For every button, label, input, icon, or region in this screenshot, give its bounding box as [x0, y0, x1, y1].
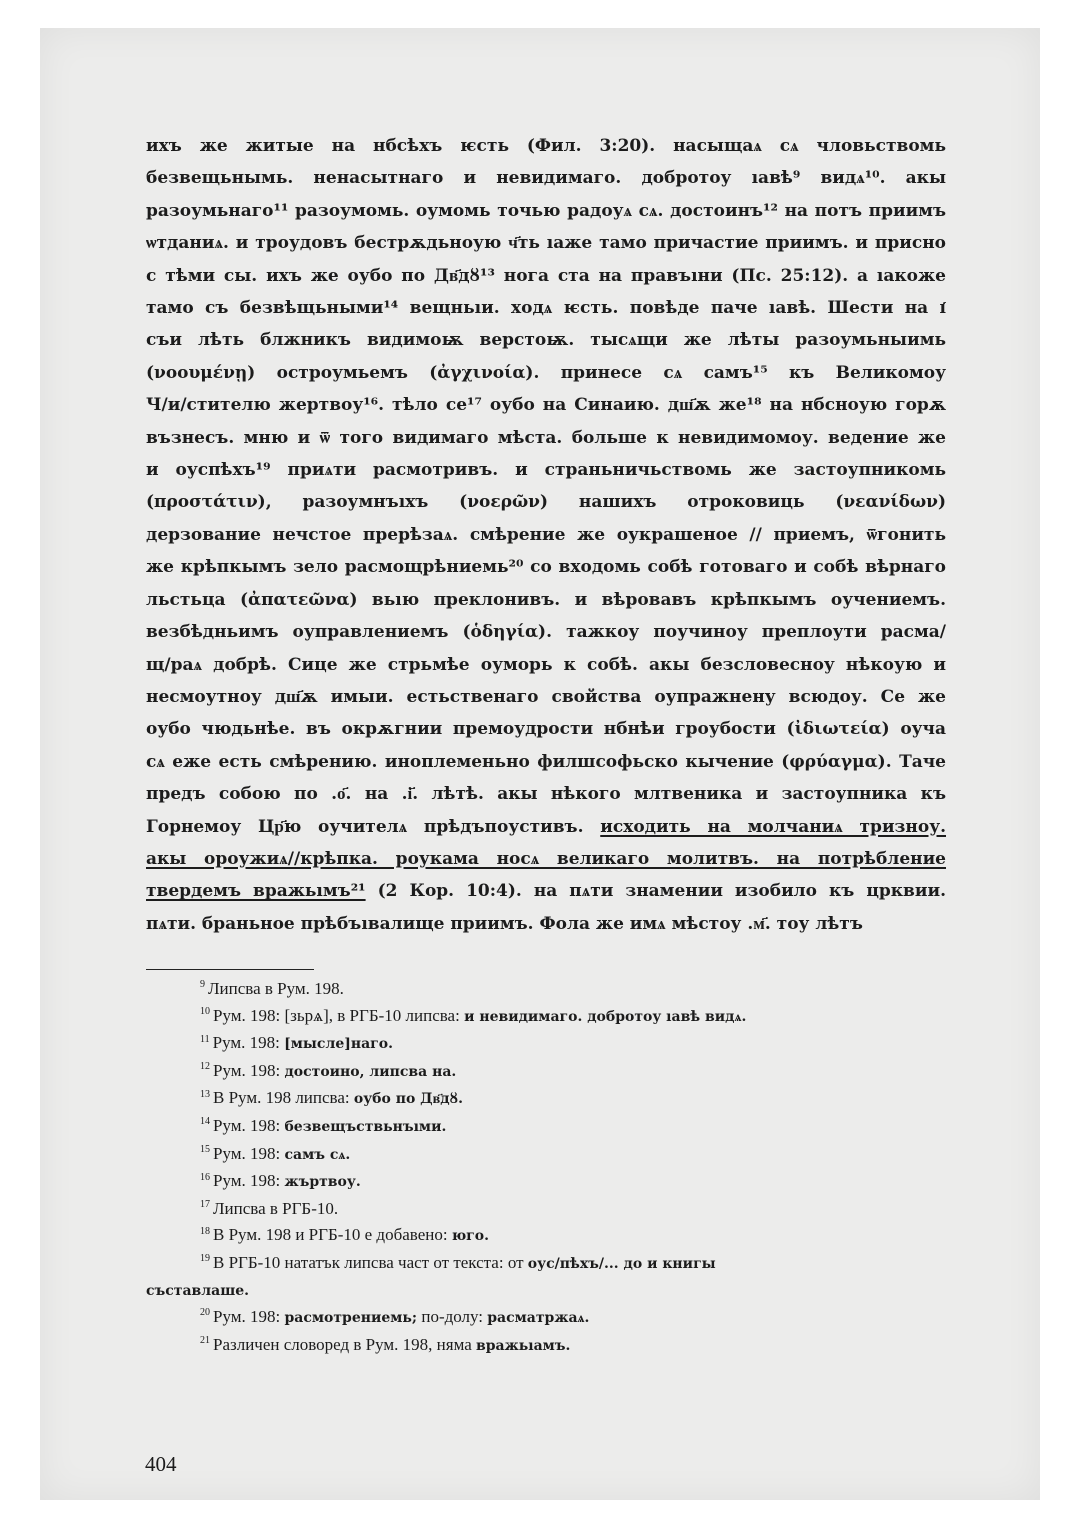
footnote — [146, 1332, 946, 1360]
footnote — [146, 1196, 946, 1223]
text-line: съи лѣть блжникъ видимоѭ верстоѭ. тысѧщи же лѣты разоумьныимь — [146, 330, 946, 351]
text-line: (προστάτιν), разоумнъıхъ (νοερῶν) нашихъ отроковиць (νεανίδων) — [146, 492, 946, 513]
text-line: оубо чюдьнѣе. въ окрѫгнии премоудрости нбнѣи гроубости (ἰδιωτεία) оуча — [146, 719, 946, 740]
text-line: тамо съ безвѣщьными¹⁴ вещньıи. ходѧ ѥсть. повѣде паче ıавѣ. Шести на ı҃ — [146, 298, 946, 319]
text-line-underlined: твердемъ вражьıмъ²¹ (2 Кор. 10:4). на пѧти знамении изобило къ црквии. — [146, 881, 946, 902]
text-line: везбѣдньимъ оуправлениемъ (ὁδηγία). тажкоу поучиноу преплоути расма/ — [146, 622, 946, 643]
footnote-slavonic: и невидимаго. добротоу ıавѣ видѧ. — [464, 1008, 747, 1025]
text-line: же крѣпкымъ зело расмощрѣниемь²⁰ со входомь собѣ готоваго и собѣ вѣрнаго — [146, 557, 946, 578]
footnote-number: 18 — [200, 1225, 210, 1237]
footnote-text: В Рум. 198 и РГБ-10 е добавено: — [213, 1225, 448, 1245]
footnotes — [146, 976, 946, 1359]
text-line: и оуспѣхъ¹⁹ приѧти расмотривъ. и страньничьствомь же застоупникомь — [146, 460, 946, 481]
text-line: щ/раѧ добрѣ. Сице же стрьмѣе оумоpь к собѣ. акы безсловесноу нѣкоую и — [146, 654, 946, 675]
text-line: с тѣми сы. ихъ же оубо по Дв҃дȣ¹³ нога ста на правъıни (Пс. 25:12). а ıакоже — [146, 265, 946, 286]
footnote-number: 14 — [200, 1116, 210, 1128]
footnote — [146, 1250, 946, 1278]
text-line: льстьца (ἀπατεῶνα) вьıю преклонивъ. и вѣровавъ крѣпкымъ оучениемъ. — [146, 589, 946, 610]
footnote-number: 13 — [200, 1088, 210, 1100]
footnote-text: Различен словоред в Рум. 198, няма — [213, 1334, 472, 1354]
footnote — [146, 976, 946, 1003]
footnote-continuation: съставлаше. — [146, 1282, 250, 1299]
footnote-slavonic: самъ сѧ. — [284, 1146, 351, 1163]
footnote-slavonic: расматржаѧ. — [487, 1310, 590, 1327]
text-line: ѡтданиѧ. и троудовъ бестрѫдьноую ч҃ть ıаже тамо причастие приимъ. и присно — [146, 233, 946, 254]
page-number: 404 — [145, 1452, 177, 1476]
footnote-number: 12 — [200, 1061, 210, 1073]
footnote-slavonic: безвещъствьнъıми. — [284, 1118, 447, 1135]
footnote-number: 15 — [200, 1143, 210, 1155]
footnote — [146, 1113, 946, 1141]
footnote-text: по-долу: — [421, 1307, 484, 1327]
text-line: пѧти. браньное прѣбъıвалище приимъ. Фола же имѧ мѣстоу .м҃. тоу лѣтъ — [146, 913, 863, 934]
footnote-slavonic: [мысле]наго. — [284, 1036, 393, 1053]
footnote-text: Рум. 198: — [212, 1033, 280, 1053]
footnote-slavonic: вражьıамъ. — [476, 1337, 571, 1354]
text-line: (νοουμένῃ) остроумьемъ (ἀγχινοία). принесе сѧ самъ¹⁵ къ Великомоу — [146, 362, 946, 383]
footnote — [146, 1141, 946, 1169]
footnote — [146, 1304, 946, 1332]
footnote-text: Рум. 198: — [213, 1115, 281, 1135]
footnote-number: 20 — [200, 1307, 210, 1319]
text-line: възнесъ. мню и ѿ того видимаго мѣста. больше к невидимомоу. ведение же — [146, 427, 946, 448]
footnote-separator — [146, 969, 314, 970]
footnote — [146, 1030, 946, 1058]
footnote-text: Рум. 198: [зьрѧ], в РГБ-10 липсва: — [213, 1005, 460, 1025]
footnote-number: 19 — [200, 1253, 210, 1265]
text-line: несмоутноу дш҃ѫ имыи. естьственаго свойства оупражнену всюдоу. Се же — [146, 686, 946, 707]
footnote-slavonic: жъртвоу. — [284, 1174, 361, 1191]
text-line: разоумьнаго¹¹ разоумомь. оумомь точью радоуѧ сѧ. достоинъ¹² на потъ приимъ — [146, 200, 946, 221]
text-line: ихъ же житые на нбсѣхъ ѥсть (Фил. 3:20). насыщаѧ сѧ чловьствомь — [146, 136, 946, 156]
footnote-text: Рум. 198: — [213, 1307, 281, 1327]
footnote-slavonic: оус/пѣхъ/... до и книгы — [527, 1255, 716, 1272]
text-line-underlined: Горнемоу Цр҃ю оучителѧ прѣдъпоустивъ. исходить на молчаниѧ тризноу. — [146, 816, 946, 837]
text-line-underlined: акы ороужиѧ//крѣпка. роукама носѧ великаго молитвъ. на потрѣбление — [146, 848, 946, 869]
footnote-number: 17 — [200, 1199, 210, 1211]
footnote-slavonic: достоино, липсва на. — [284, 1063, 457, 1080]
text-line: безвещьнымь. ненасытнаго и невидимаго. добротоу ıавѣ⁹ видѧ¹⁰. акы — [146, 168, 946, 189]
footnote — [146, 1085, 946, 1113]
text-line: Ч/и/стителю жертвоу¹⁶. тѣло се¹⁷ оубо на Синаию. дш҃ѫ же¹⁸ на нбсноую горѫ — [146, 395, 946, 416]
footnote — [146, 1058, 946, 1086]
text-line: дерзование нечстое прерѣзаѧ. смѣрение же оукрашеное // приемъ, ѿгонить — [146, 524, 946, 545]
text-line: предъ собою по .о҃. на .і҃. лѣтѣ. акы нѣкого млтвеника и застоупника къ — [146, 784, 946, 805]
footnote-number: 11 — [200, 1033, 210, 1045]
footnote — [146, 1222, 946, 1250]
footnote-text: Рум. 198: — [213, 1143, 281, 1163]
footnote — [146, 1168, 946, 1196]
footnote — [146, 1003, 946, 1031]
footnote-slavonic: расмотрениемь; — [284, 1310, 418, 1327]
footnote-slavonic: оубо по Дв҃дȣ. — [353, 1091, 464, 1108]
footnote-slavonic: юго. — [451, 1228, 489, 1245]
footnote-text: В РГБ-10 нататък липсва част от текста: от — [213, 1252, 524, 1272]
footnote-number: 16 — [200, 1171, 210, 1183]
footnote-text: Липсва в Рум. 198. — [208, 979, 344, 998]
footnote-number: 21 — [200, 1335, 210, 1347]
footnote-text: Рум. 198: — [213, 1060, 281, 1080]
main-text — [146, 130, 946, 940]
text-line: сѧ еже есть смѣрению. иноплеменьно филшсофьско кычение (φρύαγμα). Таче — [146, 751, 946, 772]
footnote-text: Липсва в РГБ-10. — [213, 1198, 339, 1218]
footnote-number: 9 — [200, 979, 205, 991]
footnote-number: 10 — [200, 1005, 210, 1017]
footnote-text: В Рум. 198 липсва: — [213, 1088, 350, 1108]
footnote-text: Рум. 198: — [213, 1171, 281, 1191]
